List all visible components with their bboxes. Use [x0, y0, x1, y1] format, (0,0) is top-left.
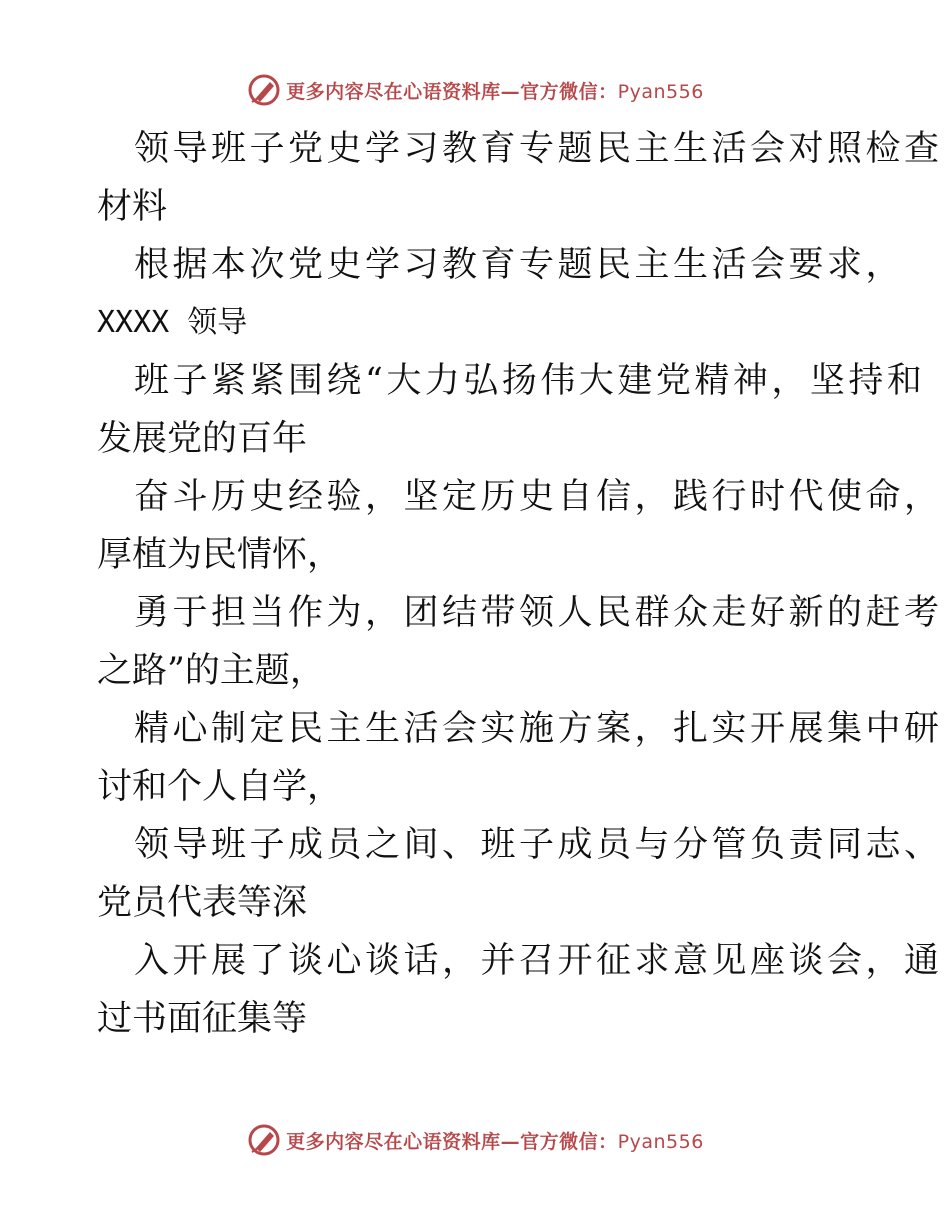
footer-banner-text — [286, 1127, 704, 1154]
footer-wechat-id: Pyan556 — [617, 1130, 704, 1153]
document-title-line-1: 领导班子党史学习教育专题民主生活会对照检查 — [134, 129, 943, 169]
paragraph-line: 发展党的百年 — [97, 419, 308, 459]
footer-banner — [0, 1118, 950, 1162]
paragraph-line: 厚植为民情怀， — [97, 535, 343, 575]
paragraph-line: 根据本次党史学习教育专题民主生活会要求， — [134, 245, 905, 285]
pen-logo-icon — [246, 1122, 282, 1158]
paragraph-line: 勇于担当作为，团结带领人民群众走好新的赶考 — [134, 593, 943, 633]
header-wechat-id: Pyan556 — [617, 80, 704, 103]
paragraph-line: XXXX 领导 — [97, 305, 248, 340]
paragraph-line: 之路”的主题， — [97, 651, 325, 691]
header-banner-text — [286, 77, 704, 104]
header-banner-main: 更多内容尽在心语资料库—官方微信： — [286, 80, 618, 103]
header-banner — [0, 68, 950, 112]
footer-banner-main: 更多内容尽在心语资料库—官方微信： — [286, 1130, 618, 1153]
paragraph-line: 讨和个人自学， — [97, 767, 343, 807]
paragraph-line: 奋斗历史经验，坚定历史自信，践行时代使命， — [134, 477, 943, 517]
paragraph-line: 过书面征集等 — [97, 999, 308, 1039]
paragraph-line: 党员代表等深 — [97, 883, 308, 923]
paragraph-line: 精心制定民主生活会实施方案，扎实开展集中研 — [134, 709, 943, 749]
paragraph-line: 领导班子成员之间、班子成员与分管负责同志、 — [134, 825, 943, 865]
paragraph-line: 入开展了谈心谈话，并召开征求意见座谈会，通 — [134, 941, 943, 981]
document-title-line-2: 材料 — [97, 187, 168, 227]
document-body — [97, 120, 943, 1048]
paragraph-line: 班子紧紧围绕“大力弘扬伟大建党精神，坚持和 — [134, 361, 926, 401]
pen-logo-icon — [246, 72, 282, 108]
